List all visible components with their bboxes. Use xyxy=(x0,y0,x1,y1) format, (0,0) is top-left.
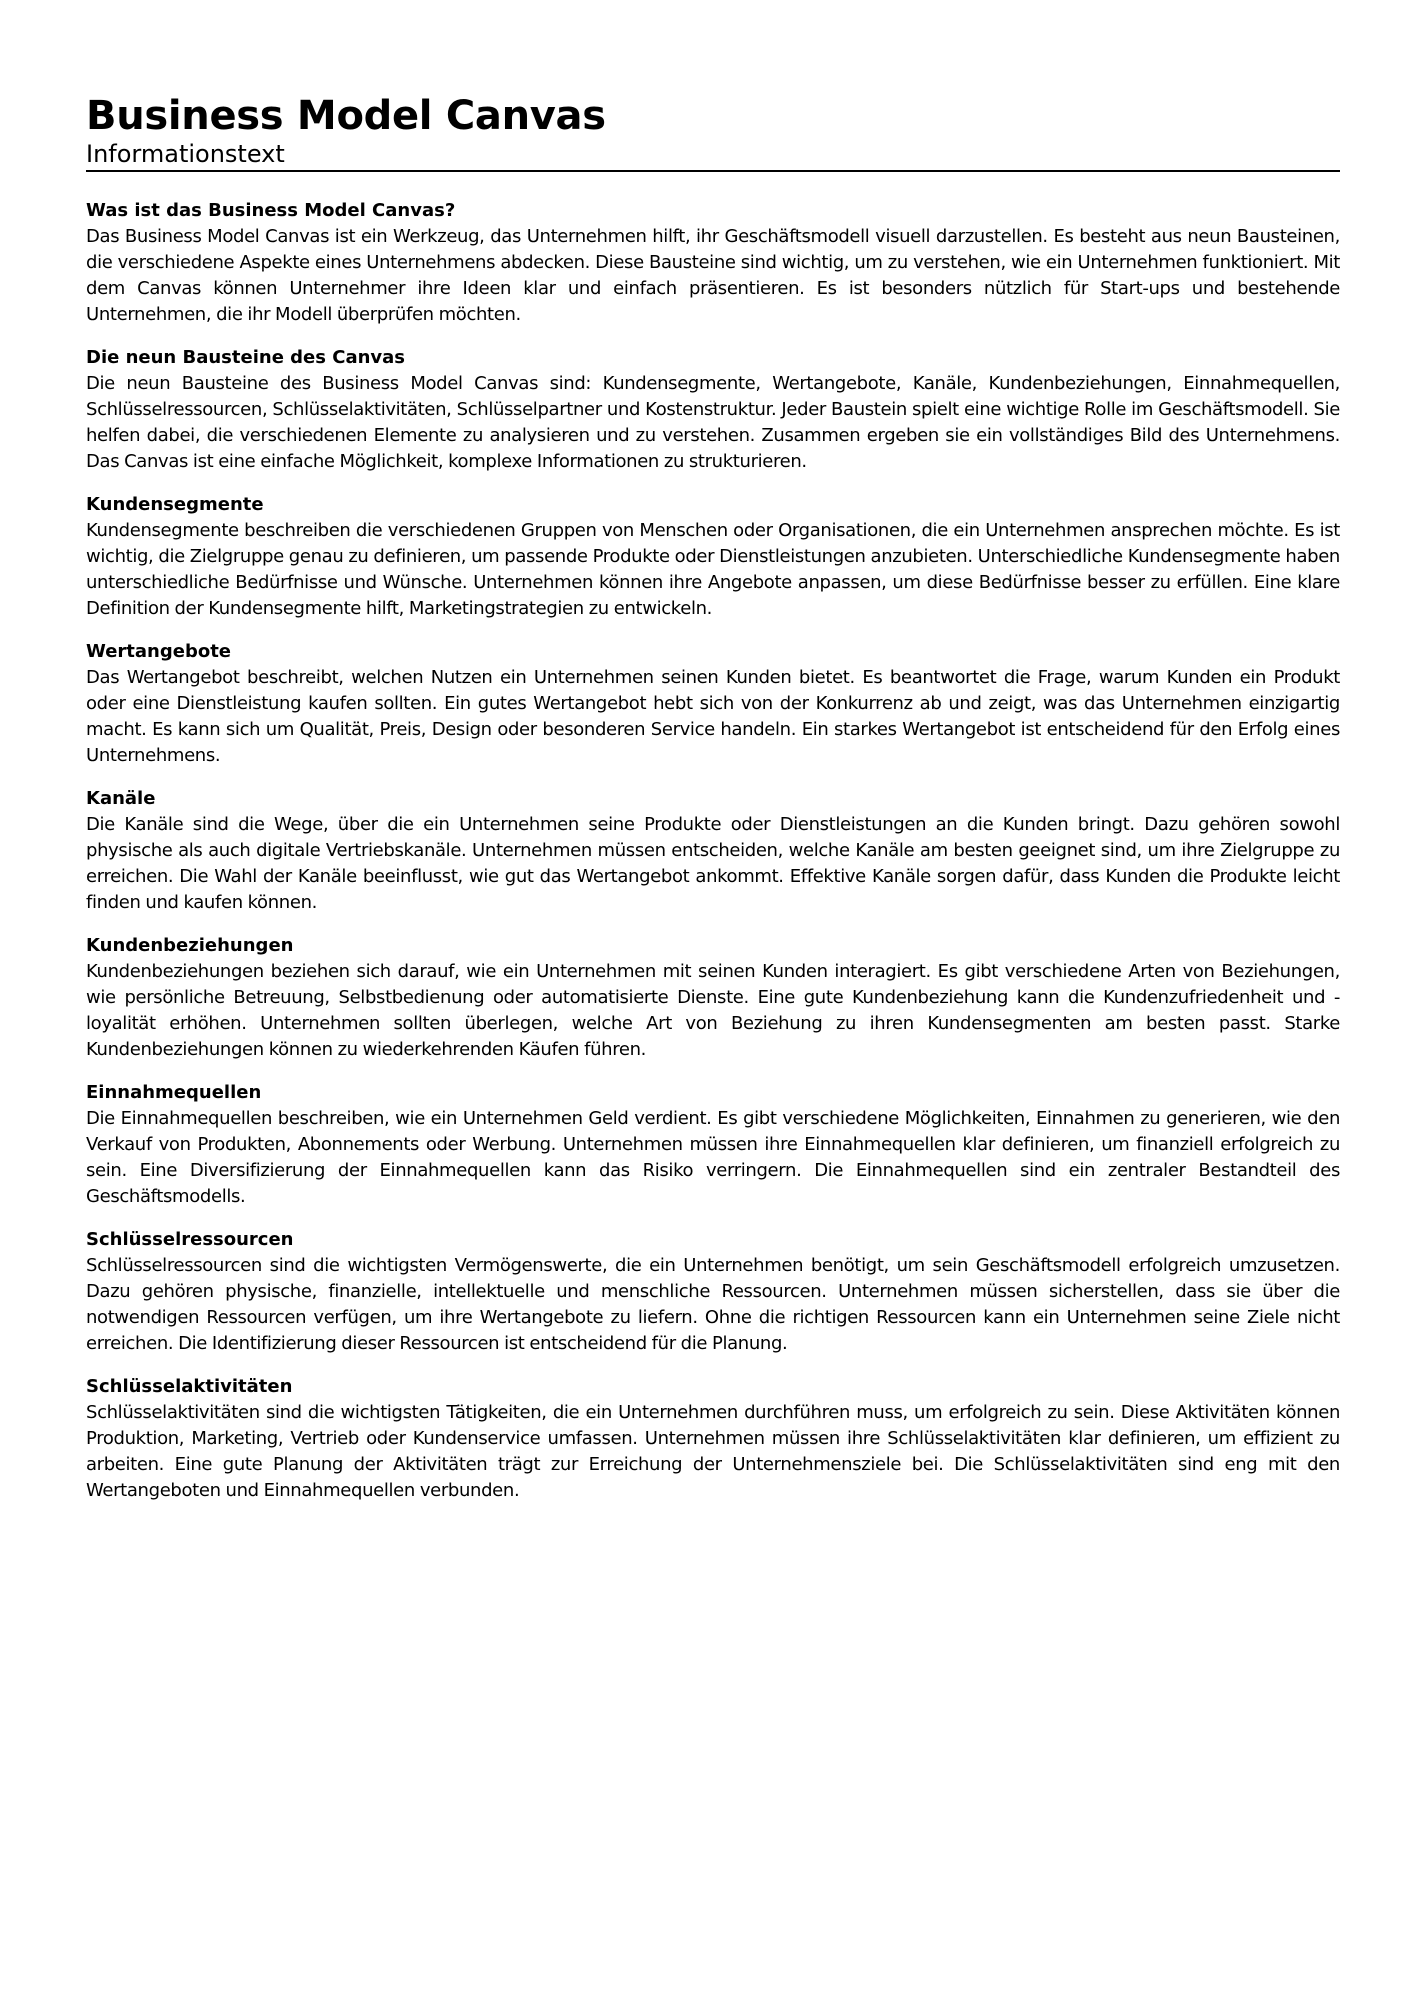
section-heading: Schlüsselressourcen xyxy=(86,1229,294,1250)
section-body: Kundenbeziehungen beziehen sich darauf, wie ein Unternehmen mit seinen Kunden interagiert. Es gibt verschiedene Arten von Beziehungen, wie persönliche Betreuung, Selbstbedienung oder automatisierte Dienste. Eine gute Kundenbeziehung kann die Kundenzufriedenheit und -loyalität erhöhen. Unternehmen sollten überlegen, welche Art von Beziehung zu ihren Kundensegmenten am besten passt. Starke Kundenbeziehungen können zu wiederkehrenden Käufen führen. xyxy=(86,961,1340,1060)
section-body: Kundensegmente beschreiben die verschiedenen Gruppen von Menschen oder Organisationen, die ein Unternehmen ansprechen möchte. Es ist wichtig, die Zielgruppe genau zu definieren, um passende Produkte oder Dienstleistungen anzubieten. Unterschiedliche Kundensegmente haben unterschiedliche Bedürfnisse und Wünsche. Unternehmen können ihre Angebote anpassen, um diese Bedürfnisse besser zu erfüllen. Eine klare Definition der Kundensegmente hilft, Marketingstrategien zu entwickeln. xyxy=(86,520,1340,619)
section-was-ist xyxy=(86,198,1340,328)
document-subtitle: Informationstext xyxy=(86,140,1340,172)
section-body: Schlüsselressourcen sind die wichtigsten Vermögenswerte, die ein Unternehmen benötigt, um sein Geschäftsmodell erfolgreich umzusetzen. Dazu gehören physische, finanzielle, intellektuelle und menschliche Ressourcen. Unternehmen müssen sicherstellen, dass sie über die notwendigen Ressourcen verfügen, um ihre Wertangebote zu liefern. Ohne die richtigen Ressourcen kann ein Unternehmen seine Ziele nicht erreichen. Die Identifizierung dieser Ressourcen ist entscheidend für die Planung. xyxy=(86,1255,1340,1354)
section-heading: Schlüsselaktivitäten xyxy=(86,1376,293,1397)
section-heading: Kundensegmente xyxy=(86,494,264,515)
section-heading: Einnahmequellen xyxy=(86,1082,262,1103)
section-einnahmequellen xyxy=(86,1080,1340,1210)
document-title: Business Model Canvas xyxy=(86,93,606,139)
section-body: Die Kanäle sind die Wege, über die ein Unternehmen seine Produkte oder Dienstleistungen an die Kunden bringt. Dazu gehören sowohl physische als auch digitale Vertriebskanäle. Unternehmen müssen entscheiden, welche Kanäle am besten geeignet sind, um ihre Zielgruppe zu erreichen. Die Wahl der Kanäle beeinflusst, wie gut das Wertangebot ankommt. Effektive Kanäle sorgen dafür, dass Kunden die Produkte leicht finden und kaufen können. xyxy=(86,814,1340,913)
section-heading: Kundenbeziehungen xyxy=(86,935,294,956)
section-heading: Die neun Bausteine des Canvas xyxy=(86,347,406,368)
section-body: Das Wertangebot beschreibt, welchen Nutzen ein Unternehmen seinen Kunden bietet. Es beantwortet die Frage, warum Kunden ein Produkt oder eine Dienstleistung kaufen sollten. Ein gutes Wertangebot hebt sich von der Konkurrenz ab und zeigt, was das Unternehmen einzigartig macht. Es kann sich um Qualität, Preis, Design oder besonderen Service handeln. Ein starkes Wertangebot ist entscheidend für den Erfolg eines Unternehmens. xyxy=(86,667,1340,766)
section-kanaele xyxy=(86,786,1340,916)
section-schluesselressourcen xyxy=(86,1227,1340,1357)
section-body: Die neun Bausteine des Business Model Canvas sind: Kundensegmente, Wertangebote, Kanäle, Kundenbeziehungen, Einnahmequellen, Schlüsselressourcen, Schlüsselaktivitäten, Schlüsselpartner und Kostenstruktur. Jeder Baustein spielt eine wichtige Rolle im Geschäftsmodell. Sie helfen dabei, die verschiedenen Elemente zu analysieren und zu verstehen. Zusammen ergeben sie ein vollständiges Bild des Unternehmens. Das Canvas ist eine einfache Möglichkeit, komplexe Informationen zu strukturieren. xyxy=(86,373,1340,472)
section-body: Die Einnahmequellen beschreiben, wie ein Unternehmen Geld verdient. Es gibt verschiedene Möglichkeiten, Einnahmen zu generieren, wie den Verkauf von Produkten, Abonnements oder Werbung. Unternehmen müssen ihre Einnahmequellen klar definieren, um finanziell erfolgreich zu sein. Eine Diversifizierung der Einnahmequellen kann das Risiko verringern. Die Einnahmequellen sind ein zentraler Bestandteil des Geschäftsmodells. xyxy=(86,1108,1340,1207)
section-neun-bausteine xyxy=(86,345,1340,475)
section-schluesselaktivitaeten xyxy=(86,1374,1340,1504)
section-heading: Was ist das Business Model Canvas? xyxy=(86,200,456,221)
section-kundensegmente xyxy=(86,492,1340,622)
document-page xyxy=(86,92,1340,1521)
section-body: Das Business Model Canvas ist ein Werkzeug, das Unternehmen hilft, ihr Geschäftsmodell visuell darzustellen. Es besteht aus neun Bausteinen, die verschiedene Aspekte eines Unternehmens abdecken. Diese Bausteine sind wichtig, um zu verstehen, wie ein Unternehmen funktioniert. Mit dem Canvas können Unternehmer ihre Ideen klar und einfach präsentieren. Es ist besonders nützlich für Start-ups und bestehende Unternehmen, die ihr Modell überprüfen möchten. xyxy=(86,226,1340,325)
section-heading: Wertangebote xyxy=(86,641,232,662)
section-wertangebote xyxy=(86,639,1340,769)
sections-container xyxy=(86,198,1340,1504)
section-kundenbeziehungen xyxy=(86,933,1340,1063)
section-heading: Kanäle xyxy=(86,788,156,809)
section-body: Schlüsselaktivitäten sind die wichtigsten Tätigkeiten, die ein Unternehmen durchführen muss, um erfolgreich zu sein. Diese Aktivitäten können Produktion, Marketing, Vertrieb oder Kundenservice umfassen. Unternehmen müssen ihre Schlüsselaktivitäten klar definieren, um effizient zu arbeiten. Eine gute Planung der Aktivitäten trägt zur Erreichung der Unternehmensziele bei. Die Schlüsselaktivitäten sind eng mit den Wertangeboten und Einnahmequellen verbunden. xyxy=(86,1402,1340,1501)
